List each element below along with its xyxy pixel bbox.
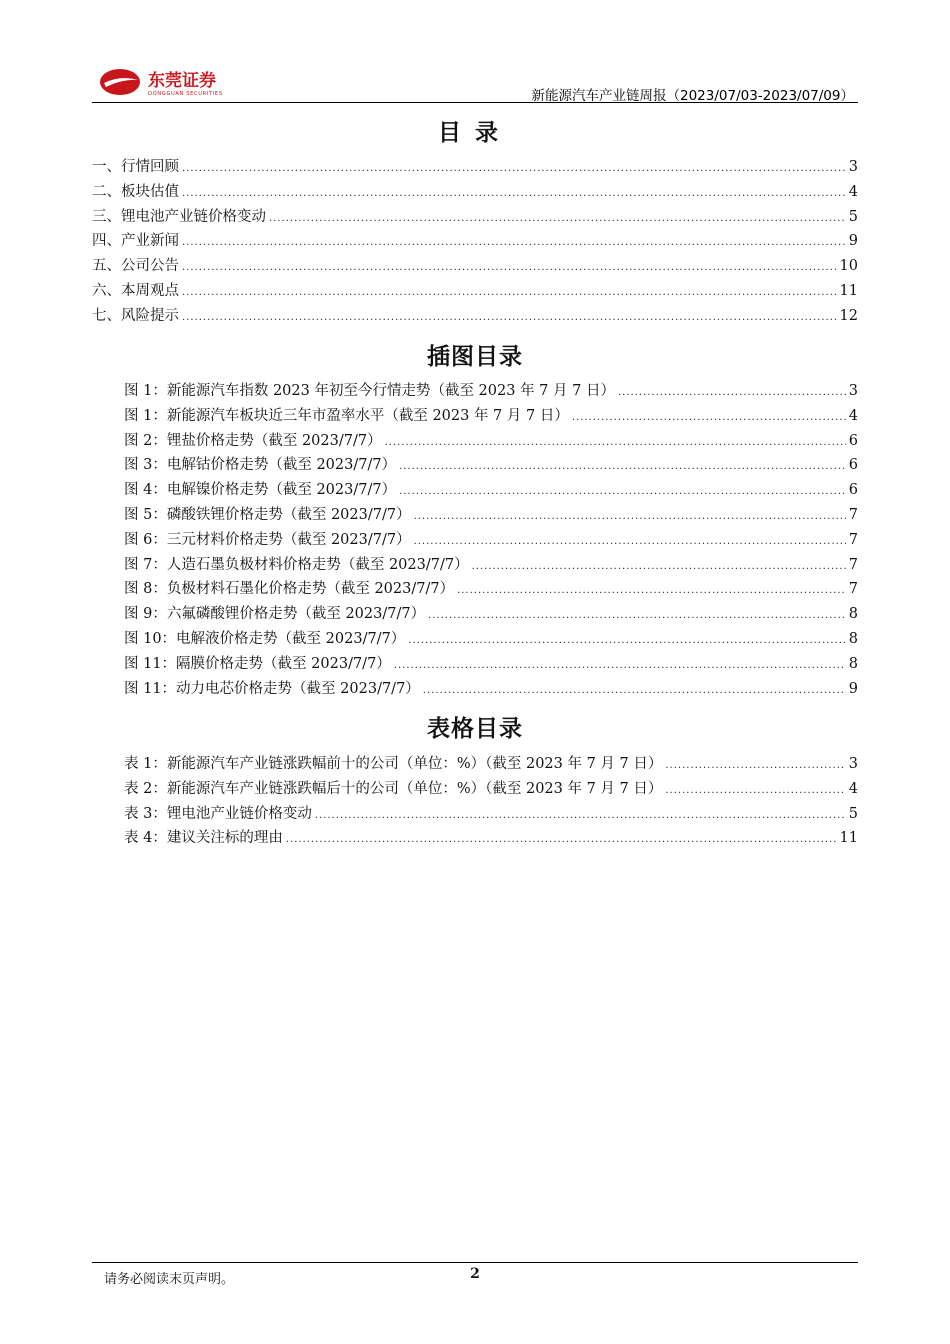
footer-disclaimer: 请务必阅读末页声明。 [104,1272,235,1287]
figure-entry-label: 图 7：人造石墨负极材料价格走势（截至 2023/7/7） [124,556,469,573]
table-entry-label: 表 2：新能源汽车产业链涨跌幅后十的公司（单位：%）（截至 2023 年 7 月 7 日） [124,780,663,797]
dot-leader [182,262,837,273]
figure-entry-page: 7 [848,556,858,573]
toc-entry[interactable] [92,155,858,180]
toc-entry-page: 4 [848,183,858,200]
tables-list [92,752,858,851]
figure-entry[interactable] [124,602,858,627]
figure-entry-label: 图 10：电解液价格走势（截至 2023/7/7） [124,630,406,647]
dongguan-securities-logo [98,66,288,98]
figure-entry-label: 图 1：新能源汽车板块近三年市盈率水平（截至 2023 年 7 月 7 日） [124,407,569,424]
figure-entry[interactable] [124,503,858,528]
figure-entry[interactable] [124,553,858,578]
figure-entry-page: 4 [848,407,858,424]
toc-list [92,155,858,329]
page-number: 2 [470,1266,480,1282]
toc-entry-label: 二、板块估值 [92,183,179,200]
dot-leader [182,237,846,248]
figures-title: 插图目录 [427,344,523,370]
toc-entry-page: 3 [848,159,858,175]
toc-entry-label: 四、产业新闻 [92,233,179,250]
dot-leader [665,785,845,796]
toc-entry-page: 11 [839,282,858,299]
table-entry[interactable] [124,802,858,827]
dot-leader [182,287,837,298]
table-entry-label: 表 1：新能源汽车产业链涨跌幅前十的公司（单位：%）（截至 2023 年 7 月 7 日） [124,756,663,772]
dot-leader [572,412,846,423]
dot-leader [315,810,846,821]
figure-entry-page: 6 [848,457,858,474]
report-title: 新能源汽车产业链周报（2023/07/03-2023/07/09） [531,88,854,104]
figure-entry-label: 图 4：电解镍价格走势（截至 2023/7/7） [124,482,397,499]
toc-entry[interactable] [92,229,858,254]
dot-leader [423,685,846,696]
table-entry-label: 表 4：建议关注标的理由 [124,830,283,847]
table-entry[interactable] [124,826,858,851]
figure-entry-page: 6 [848,482,858,499]
figure-entry-page: 8 [848,606,858,623]
dot-leader [182,188,846,199]
table-entry-label: 表 3：锂电池产业链价格变动 [124,805,312,822]
figure-entry-page: 9 [848,680,858,697]
toc-entry-label: 六、本周观点 [92,282,179,299]
figure-entry-page: 8 [848,655,858,672]
figure-entry-label: 图 9：六氟磷酸锂价格走势（截至 2023/7/7） [124,606,426,623]
dot-leader [399,486,846,497]
brand-en-text: DONGGUAN SECURITIES [148,91,223,97]
table-entry[interactable] [124,752,858,777]
figure-entry-label: 图 1：新能源汽车指数 2023 年初至今行情走势（截至 2023 年 7 月 7 日） [124,383,615,399]
dot-leader [394,660,846,671]
toc-entry-page: 9 [848,233,858,250]
figure-entry-page: 7 [848,581,858,598]
table-entry-page: 5 [848,805,858,822]
dot-leader [457,585,846,596]
figure-entry[interactable] [124,478,858,503]
header-divider [92,102,858,103]
toc-entry-label: 三、锂电池产业链价格变动 [92,208,266,225]
dot-leader [399,461,846,472]
dot-leader [618,387,846,398]
toc-entry[interactable] [92,205,858,230]
figure-entry[interactable] [124,677,858,702]
tables-title: 表格目录 [427,716,523,742]
table-entry-page: 11 [839,830,858,847]
toc-entry[interactable] [92,180,858,205]
figure-entry-label: 图 5：磷酸铁锂价格走势（截至 2023/7/7） [124,506,411,523]
toc-entry[interactable] [92,254,858,279]
figure-entry-page: 6 [848,432,858,449]
dot-leader [182,312,837,323]
figure-entry-page: 8 [848,630,858,647]
figure-entry[interactable] [124,627,858,652]
footer-divider [92,1262,858,1263]
figure-entry-label: 图 3：电解钴价格走势（截至 2023/7/7） [124,457,397,474]
figure-entry-label: 图 6：三元材料价格走势（截至 2023/7/7） [124,531,411,548]
figure-entry-label: 图 2：锂盐价格走势（截至 2023/7/7） [124,432,382,449]
figure-entry[interactable] [124,528,858,553]
figure-entry[interactable] [124,404,858,429]
brand-cn-text: 东莞证券 [148,71,216,91]
toc-entry-page: 12 [839,307,858,324]
figure-entry-page: 3 [848,383,858,399]
toc-entry-label: 五、公司公告 [92,258,179,275]
table-entry-page: 4 [848,780,858,797]
dot-leader [286,834,837,845]
dot-leader [665,760,845,771]
dot-leader [269,213,846,224]
table-entry[interactable] [124,777,858,802]
toc-entry-page: 5 [848,208,858,225]
figure-entry[interactable] [124,577,858,602]
figure-entry[interactable] [124,652,858,677]
figure-entry-page: 7 [848,506,858,523]
dot-leader [385,437,846,448]
toc-title: 目录 [438,120,512,146]
figure-entry-label: 图 8：负极材料石墨化价格走势（截至 2023/7/7） [124,581,455,598]
toc-entry-label: 七、风险提示 [92,307,179,324]
figure-entry-label: 图 11：动力电芯价格走势（截至 2023/7/7） [124,680,420,697]
dot-leader [428,610,846,621]
toc-entry[interactable] [92,304,858,329]
figure-entry[interactable] [124,429,858,454]
dot-leader [408,635,845,646]
dot-leader [414,536,846,547]
figure-entry-label: 图 11：隔膜价格走势（截至 2023/7/7） [124,655,391,672]
figure-entry-page: 7 [848,531,858,548]
toc-entry[interactable] [92,279,858,304]
figure-entry[interactable] [124,379,858,404]
figure-entry[interactable] [124,453,858,478]
toc-entry-label: 一、行情回顾 [92,159,179,175]
figures-list [92,379,858,701]
toc-entry-page: 10 [839,258,858,275]
dot-leader [414,511,846,522]
table-entry-page: 3 [848,756,858,772]
dot-leader [182,163,846,174]
dot-leader [472,561,846,572]
page-header [92,66,858,104]
